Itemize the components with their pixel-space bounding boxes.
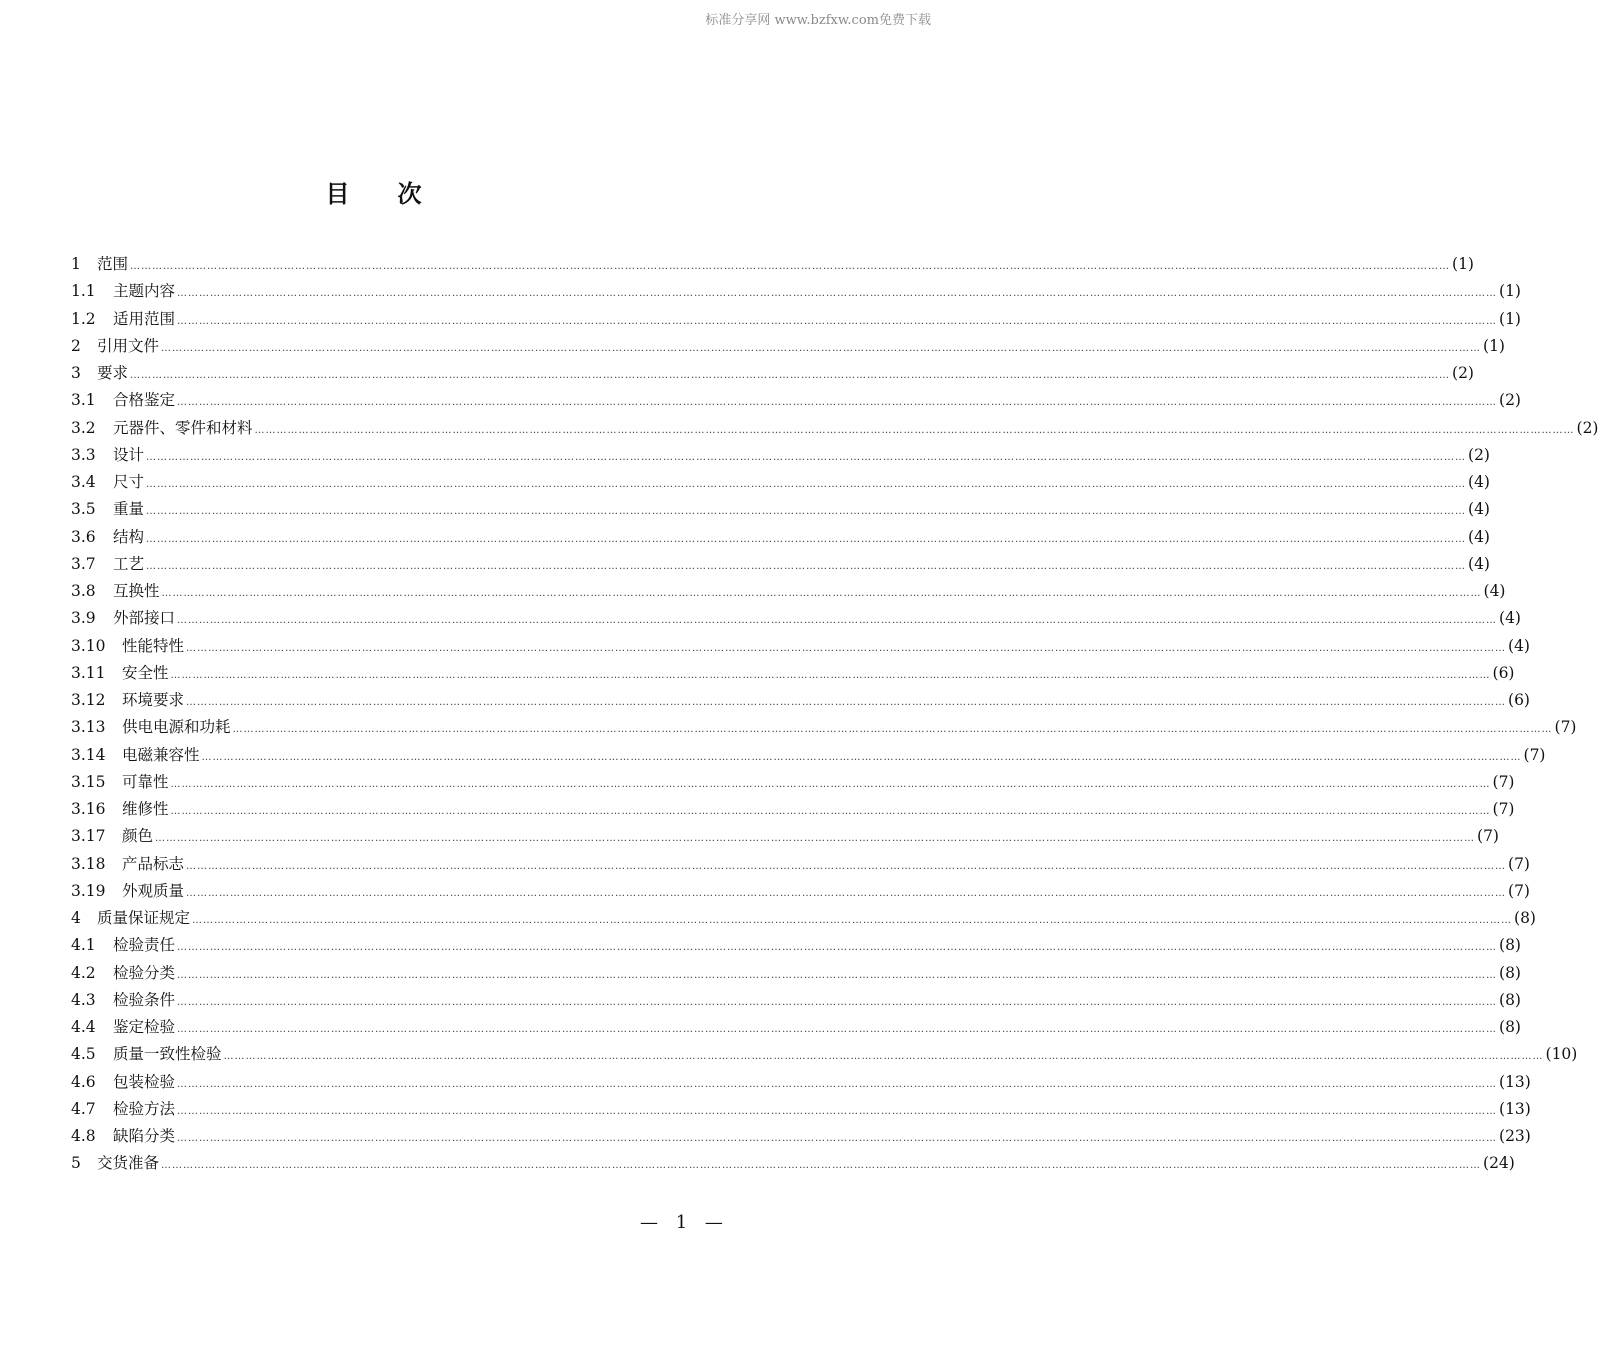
- toc-entry-page: (4): [1508, 636, 1530, 655]
- toc-dot-leader: ………………………………………………………………………………………………………………………………………………………………………………………………………………………………………………………………………………………………………………………………: [177, 315, 1498, 327]
- toc-entry: [71, 552, 1490, 579]
- toc-dot-leader: ………………………………………………………………………………………………………………………………………………………………………………………………………………………………………………………………………………………………………………………………: [146, 533, 1467, 545]
- toc-entry-number: 4.7: [71, 1099, 96, 1118]
- toc-entry-number: 3.1: [71, 391, 96, 410]
- toc-dot-leader: ………………………………………………………………………………………………………………………………………………………………………………………………………………………………………………………………………………………………………………………………: [177, 969, 1498, 981]
- toc-entry-label: 质量保证规定: [97, 909, 191, 927]
- toc-dot-leader: ………………………………………………………………………………………………………………………………………………………………………………………………………………………………………………………………………………………………………………………………: [161, 342, 1482, 354]
- toc-entry-number: 3.3: [71, 445, 96, 464]
- toc-dot-leader: ………………………………………………………………………………………………………………………………………………………………………………………………………………………………………………………………………………………………………………………………: [177, 942, 1498, 954]
- toc-entry-number: 3.9: [71, 609, 96, 628]
- toc-entry: [71, 361, 1474, 388]
- toc-dot-leader: ………………………………………………………………………………………………………………………………………………………………………………………………………………………………………………………………………………………………………………………………: [186, 642, 1507, 654]
- toc-entry-number: 3.18: [71, 854, 106, 873]
- toc-entry-label: 要求: [97, 364, 129, 382]
- toc-dot-leader: ………………………………………………………………………………………………………………………………………………………………………………………………………………………………………………………………………………………………………………………………: [192, 915, 1513, 926]
- toc-entry-number: 3.14: [71, 745, 106, 764]
- toc-entry-label: 检验方法: [113, 1099, 176, 1118]
- toc-entry: [71, 1097, 1531, 1124]
- toc-dot-leader: ………………………………………………………………………………………………………………………………………………………………………………………………………………………………………………………………………………………………………………………………: [177, 288, 1498, 300]
- watermark: 标准分享网 www.bzfxw.com免费下载: [705, 13, 931, 28]
- toc-dot-leader: ………………………………………………………………………………………………………………………………………………………………………………………………………………………………………………………………………………………………………………………………: [146, 479, 1467, 490]
- toc-entry-label: 质量一致性检验: [113, 1045, 222, 1064]
- toc-entry-label: 交货准备: [97, 1154, 160, 1173]
- toc-dot-leader: ………………………………………………………………………………………………………………………………………………………………………………………………………………………………………………………………………………………………………………………………: [177, 996, 1498, 1008]
- toc-entry: [71, 525, 1490, 552]
- toc-entry-number: 4.5: [71, 1045, 96, 1064]
- toc-entry-label: 适用范围: [113, 309, 176, 328]
- toc-entry: [71, 688, 1530, 715]
- toc-dot-leader: ………………………………………………………………………………………………………………………………………………………………………………………………………………………………………………………………………………………………………………………………: [130, 261, 1451, 272]
- toc-entry: [71, 933, 1521, 960]
- toc-entry: [71, 634, 1530, 661]
- toc-entry-page: (4): [1468, 473, 1490, 491]
- toc-entry-label: 维修性: [122, 800, 169, 818]
- toc-entry-label: 缺陷分类: [113, 1127, 176, 1145]
- toc-entry: [71, 906, 1536, 933]
- toc-entry-page: (4): [1468, 527, 1490, 546]
- toc-entry-page: (13): [1499, 1072, 1531, 1091]
- toc-entry-number: 3.13: [71, 718, 106, 737]
- toc-entry-label: 安全性: [122, 663, 169, 682]
- toc-entry-page: (8): [1499, 1018, 1521, 1036]
- toc-dot-leader: ………………………………………………………………………………………………………………………………………………………………………………………………………………………………………………………………………………………………………………………………: [186, 697, 1507, 708]
- toc-dot-leader: ………………………………………………………………………………………………………………………………………………………………………………………………………………………………………………………………………………………………………………………………: [177, 1024, 1498, 1035]
- toc-dot-leader: ………………………………………………………………………………………………………………………………………………………………………………………………………………………………………………………………………………………………………………………………: [186, 887, 1507, 899]
- toc-entry-number: 3.15: [71, 772, 106, 791]
- toc-entry-number: 1: [71, 255, 81, 273]
- toc-entry-label: 主题内容: [113, 282, 176, 301]
- toc-entry: [71, 715, 1577, 742]
- toc-entry: [71, 470, 1490, 497]
- toc-entry: [71, 1042, 1578, 1069]
- toc-entry-label: 检验分类: [113, 963, 176, 982]
- toc-entry-number: 1.1: [71, 282, 96, 301]
- toc-entry-page: (2): [1452, 364, 1474, 382]
- toc-entry: [71, 279, 1521, 306]
- toc-entry-number: 4: [71, 909, 81, 927]
- toc-entry-number: 3.11: [71, 663, 106, 682]
- toc-entry: [71, 852, 1530, 879]
- toc-dot-leader: ………………………………………………………………………………………………………………………………………………………………………………………………………………………………………………………………………………………………………………………………: [201, 751, 1522, 763]
- toc-entry-page: (2): [1499, 391, 1521, 410]
- toc-entry-page: (8): [1499, 936, 1521, 955]
- toc-entry-label: 引用文件: [97, 336, 160, 355]
- toc-entry: [71, 443, 1490, 470]
- toc-entry-number: 1.2: [71, 309, 96, 328]
- toc-entry-number: 2: [71, 336, 81, 355]
- page-number: — 1 —: [640, 1212, 729, 1233]
- toc-entry-label: 结构: [113, 527, 145, 546]
- toc-entry: [71, 497, 1490, 524]
- toc-entry-page: (7): [1492, 800, 1515, 818]
- toc-entry-label: 检验责任: [113, 936, 176, 955]
- toc-entry-label: 环境要求: [122, 691, 185, 709]
- toc-dot-leader: ………………………………………………………………………………………………………………………………………………………………………………………………………………………………………………………………………………………………………………………………: [146, 506, 1467, 518]
- toc-entry-number: 4.8: [71, 1127, 96, 1145]
- toc-entry-number: 3.5: [71, 500, 96, 519]
- toc-entry-number: 4.2: [71, 963, 96, 982]
- toc-entry-page: (8): [1499, 963, 1521, 982]
- toc-entry: [71, 416, 1598, 443]
- toc-entry-number: 4.3: [71, 990, 96, 1009]
- toc-entry: [71, 797, 1515, 824]
- toc-entry-page: (1): [1483, 336, 1505, 355]
- toc-dot-leader: ………………………………………………………………………………………………………………………………………………………………………………………………………………………………………………………………………………………………………………………………: [177, 397, 1498, 409]
- toc-entry-page: (1): [1452, 255, 1474, 273]
- table-of-contents: [71, 252, 1598, 1179]
- toc-entry-number: 3.12: [71, 691, 106, 709]
- toc-entry-page: (7): [1523, 745, 1546, 764]
- toc-entry-number: 3.10: [71, 636, 106, 655]
- toc-entry-label: 设计: [113, 445, 145, 464]
- toc-entry-number: 3.6: [71, 527, 96, 546]
- toc-entry-label: 产品标志: [122, 854, 185, 873]
- toc-entry-page: (4): [1499, 609, 1521, 628]
- toc-entry: [71, 770, 1515, 797]
- toc-entry-page: (8): [1499, 990, 1521, 1009]
- toc-entry-number: 4.1: [71, 936, 96, 955]
- toc-entry: [71, 1070, 1531, 1097]
- page-title: 目次: [325, 180, 470, 208]
- toc-entry-label: 合格鉴定: [113, 391, 176, 410]
- toc-entry: [71, 961, 1521, 988]
- toc-entry-page: (7): [1508, 854, 1530, 873]
- toc-dot-leader: ………………………………………………………………………………………………………………………………………………………………………………………………………………………………………………………………………………………………………………………………: [177, 1133, 1498, 1144]
- toc-entry-label: 互换性: [113, 582, 160, 600]
- toc-entry-label: 范围: [97, 255, 129, 273]
- toc-entry-label: 颜色: [122, 827, 154, 846]
- toc-entry-page: (2): [1468, 445, 1490, 464]
- toc-entry-page: (2): [1576, 418, 1598, 437]
- toc-entry-page: (7): [1477, 827, 1499, 846]
- toc-dot-leader: ………………………………………………………………………………………………………………………………………………………………………………………………………………………………………………………………………………………………………………………………: [170, 778, 1491, 790]
- toc-dot-leader: ………………………………………………………………………………………………………………………………………………………………………………………………………………………………………………………………………………………………………………………………: [223, 1051, 1544, 1063]
- toc-dot-leader: ………………………………………………………………………………………………………………………………………………………………………………………………………………………………………………………………………………………………………………………………: [170, 669, 1491, 681]
- toc-entry-label: 电磁兼容性: [122, 745, 200, 764]
- toc-entry-number: 4.4: [71, 1018, 96, 1036]
- toc-entry-number: 3.8: [71, 582, 96, 600]
- toc-entry-number: 3.7: [71, 554, 96, 573]
- toc-entry-label: 工艺: [113, 554, 145, 573]
- toc-entry-label: 鉴定检验: [113, 1018, 176, 1036]
- toc-entry-number: 5: [71, 1154, 81, 1173]
- toc-entry: [71, 334, 1505, 361]
- toc-entry-number: 3: [71, 364, 81, 382]
- toc-entry-page: (13): [1499, 1099, 1531, 1118]
- toc-entry-label: 检验条件: [113, 990, 176, 1009]
- toc-entry: [71, 1124, 1531, 1151]
- toc-entry-page: (7): [1492, 772, 1515, 791]
- toc-entry-label: 外观质量: [122, 881, 185, 900]
- toc-entry-page: (4): [1468, 554, 1490, 573]
- toc-entry-page: (1): [1499, 309, 1521, 328]
- toc-entry-page: (4): [1468, 500, 1490, 519]
- toc-dot-leader: ………………………………………………………………………………………………………………………………………………………………………………………………………………………………………………………………………………………………………………………………: [161, 1160, 1482, 1172]
- toc-entry: [71, 988, 1521, 1015]
- toc-dot-leader: ………………………………………………………………………………………………………………………………………………………………………………………………………………………………………………………………………………………………………………………………: [254, 424, 1575, 436]
- toc-dot-leader: ………………………………………………………………………………………………………………………………………………………………………………………………………………………………………………………………………………………………………………………………: [232, 724, 1553, 736]
- toc-dot-leader: ………………………………………………………………………………………………………………………………………………………………………………………………………………………………………………………………………………………………………………………………: [170, 806, 1491, 817]
- toc-entry-page: (6): [1508, 691, 1530, 709]
- toc-dot-leader: ………………………………………………………………………………………………………………………………………………………………………………………………………………………………………………………………………………………………………………………………: [177, 615, 1498, 627]
- toc-dot-leader: ………………………………………………………………………………………………………………………………………………………………………………………………………………………………………………………………………………………………………………………………: [146, 560, 1467, 572]
- toc-dot-leader: ………………………………………………………………………………………………………………………………………………………………………………………………………………………………………………………………………………………………………………………………: [186, 860, 1507, 872]
- toc-entry-page: (7): [1554, 718, 1577, 737]
- toc-entry-label: 供电电源和功耗: [122, 718, 231, 737]
- toc-dot-leader: ………………………………………………………………………………………………………………………………………………………………………………………………………………………………………………………………………………………………………………………………: [146, 451, 1467, 463]
- toc-entry-page: (8): [1514, 909, 1536, 927]
- toc-entry-label: 性能特性: [122, 636, 185, 655]
- toc-entry: [71, 824, 1499, 851]
- toc-entry-number: 4.6: [71, 1072, 96, 1091]
- toc-entry: [71, 307, 1521, 334]
- toc-entry: [71, 579, 1506, 606]
- toc-entry-page: (6): [1492, 663, 1515, 682]
- toc-entry-page: (10): [1545, 1045, 1578, 1064]
- toc-dot-leader: ………………………………………………………………………………………………………………………………………………………………………………………………………………………………………………………………………………………………………………………………: [155, 833, 1476, 845]
- toc-entry-page: (23): [1499, 1127, 1531, 1145]
- toc-entry-page: (7): [1508, 881, 1530, 900]
- toc-dot-leader: ………………………………………………………………………………………………………………………………………………………………………………………………………………………………………………………………………………………………………………………………: [130, 370, 1451, 381]
- toc-entry-page: (4): [1483, 582, 1506, 600]
- toc-entry-label: 可靠性: [122, 772, 169, 791]
- toc-entry-page: (1): [1499, 282, 1521, 301]
- toc-entry-label: 包装检验: [113, 1072, 176, 1091]
- toc-entry: [71, 879, 1530, 906]
- toc-entry: [71, 388, 1521, 415]
- toc-entry-label: 元器件、零件和材料: [113, 418, 253, 437]
- toc-entry-label: 外部接口: [113, 609, 176, 628]
- toc-entry-number: 3.17: [71, 827, 106, 846]
- toc-entry: [71, 1151, 1515, 1178]
- toc-entry: [71, 606, 1521, 633]
- toc-dot-leader: ………………………………………………………………………………………………………………………………………………………………………………………………………………………………………………………………………………………………………………………………: [177, 1078, 1498, 1090]
- toc-dot-leader: ………………………………………………………………………………………………………………………………………………………………………………………………………………………………………………………………………………………………………………………………: [161, 588, 1482, 599]
- toc-entry: [71, 1015, 1521, 1042]
- toc-entry: [71, 252, 1474, 279]
- toc-entry-number: 3.19: [71, 881, 106, 900]
- toc-dot-leader: ………………………………………………………………………………………………………………………………………………………………………………………………………………………………………………………………………………………………………………………………: [177, 1105, 1498, 1117]
- toc-entry-label: 尺寸: [113, 473, 145, 491]
- toc-entry-page: (24): [1483, 1154, 1515, 1173]
- toc-entry-number: 3.16: [71, 800, 106, 818]
- toc-entry-number: 3.4: [71, 473, 96, 491]
- toc-entry: [71, 743, 1546, 770]
- toc-entry-number: 3.2: [71, 418, 96, 437]
- toc-entry-label: 重量: [113, 500, 145, 519]
- toc-entry: [71, 661, 1515, 688]
